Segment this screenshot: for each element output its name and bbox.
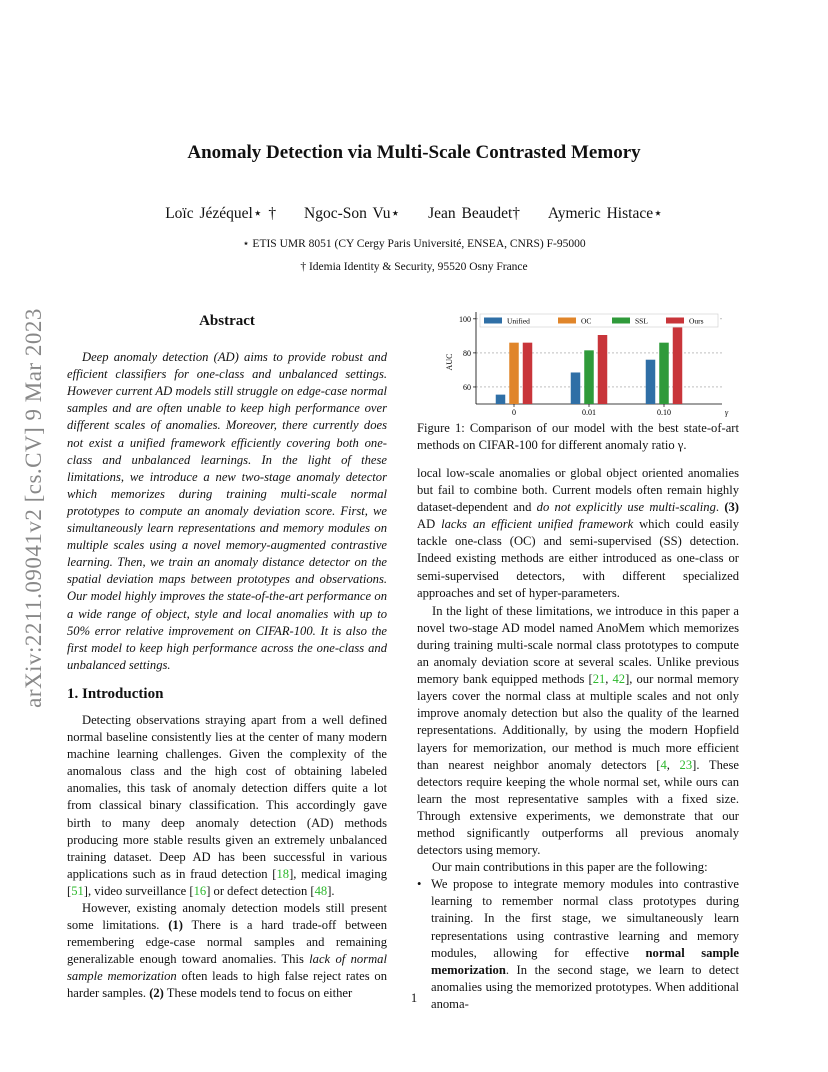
x-tick-label: 0 xyxy=(512,408,516,417)
legend-label: SSL xyxy=(635,316,648,326)
page-number: 1 xyxy=(410,991,418,1005)
legend-swatch xyxy=(666,318,684,324)
citation-link[interactable]: 16 xyxy=(193,883,207,898)
intro-paragraph: Detecting observations straying apart from a well defined normal baseline consistently lies at the center of many modern machine learning challenges. Given the complexity of the anomalous class and the high cost of obtaining labeled anomalies, this task of anomaly detection differs quite a lot from classical binary classification. This accordingly gave birth to many deep anomaly detection (AD) methods producing more stable results given an extremely unbalanced training dataset. Deep AD has been successful in various applications such as in fraud detection [18], medical imaging [51], video surveillance [16] or defect detection [48]. xyxy=(67,712,387,898)
body-paragraph: In the light of these limitations, we introduce in this paper a novel two-stage AD model named AnoMem which memorizes during training multi-scale normal class prototypes to compute an anomaly deviation score at several scales. Unlike previous memory bank equipped methods [21, 42], our normal memory layers cover the normal class at multiple scales and not only improve anomaly detection but also the quality of the learned representations. Additionally, by using the modern Hopfield layers for memorization, our method is much more efficient than nearest neighbor anomaly detectors [4, 23]. These detectors require keeping the whole normal set, while ours can learn the most representative samples with a fixed size. Through extensive experiments, we demonstrate that our method significantly outperforms all previous anomaly detectors using memory. xyxy=(417,603,740,858)
arxiv-stamp xyxy=(22,288,46,728)
author-list xyxy=(0,204,828,223)
legend-swatch xyxy=(484,318,502,324)
y-tick-label: 100 xyxy=(459,314,471,324)
section-heading-introduction: 1. Introduction xyxy=(67,685,164,702)
x-tick-label: 0.01 xyxy=(582,408,596,417)
bar-ssl xyxy=(659,343,669,404)
bar-ours xyxy=(598,335,608,404)
author: Loïc Jézéquel⋆ † xyxy=(165,205,277,222)
abstract-text: Deep anomaly detection (AD) aims to provide robust and efficient classifiers for one-class and unbalanced settings. However current AD models still struggle on edge-case normal samples and are often unable to keep high performance over different scales of anomalies. Moreover, there currently does not exist a unified framework efficiently covering both one-class and unbalanced learnings. In the light of these limitations, we introduce a new two-stage anomaly detector which memorizes during training multi-scale normal prototypes to compute an anomaly deviation score. First, we simultaneously learn representations and memory modules on multiple scales using a novel memory-augmented contrastive learning. Then, we train an anomaly distance detector on the spatial deviation maps between prototypes and observations. Our model highly improves the state-of-the-art performance on a wide range of object, style and local anomalies with up to 50% error relative improvement on CIFAR-100. It is also the first model to keep high performance across the one-class and unbalanced settings. xyxy=(67,350,387,672)
citation-link[interactable]: 18 xyxy=(276,866,290,881)
x-axis-label: γ xyxy=(725,408,729,417)
citation-link[interactable]: 42 xyxy=(612,672,626,687)
legend-swatch xyxy=(558,318,576,324)
bar-unified xyxy=(496,395,506,404)
figure-caption: Figure 1: Comparison of our model with the best state-of-art methods on CIFAR-100 for different anomaly ratio γ. xyxy=(417,421,739,452)
abstract-heading: Abstract xyxy=(199,313,255,329)
bar-ssl xyxy=(584,350,594,404)
author: Jean Beaudet† xyxy=(428,205,521,222)
x-tick-label: 0.10 xyxy=(657,408,671,417)
bar-ours xyxy=(673,327,683,404)
bar-ours xyxy=(523,343,533,404)
affiliation: ⋆ ETIS UMR 8051 (CY Cergy Paris Université, ENSEA, CNRS) F-95000 xyxy=(242,238,586,250)
body-paragraph: Our main contributions in this paper are the following: xyxy=(432,860,708,875)
y-tick-label: 60 xyxy=(463,382,471,392)
figure-1-chart xyxy=(440,308,740,420)
left-column xyxy=(67,313,387,1003)
intro-paragraph: However, existing anomaly detection models still present some limitations. (1) There is a hard trade-off between remembering edge-case normal samples and remaining generalizable enough toward anomalies. This lack of normal sample memorization often leads to high false reject rates on harder samples. (2) These models tend to focus on either xyxy=(67,901,388,1001)
author: Ngoc-Son Vu⋆ xyxy=(304,205,401,222)
affiliation: † Idemia Identity & Security, 95520 Osny France xyxy=(300,261,528,273)
bar-unified xyxy=(571,372,581,404)
legend-swatch xyxy=(612,318,630,324)
legend-label: Unified xyxy=(507,316,530,326)
citation-link[interactable]: 23 xyxy=(679,757,693,772)
bar-oc xyxy=(509,343,519,404)
legend-label: Ours xyxy=(689,316,704,326)
legend-label: OC xyxy=(581,316,592,326)
citation-link[interactable]: 48 xyxy=(314,883,328,898)
citation-link[interactable]: 4 xyxy=(660,757,667,772)
author: Aymeric Histace⋆ xyxy=(547,205,663,222)
bar-unified xyxy=(646,360,656,404)
contribution-bullet: • We propose to integrate memory modules into contrastive learning to remember normal class prototypes during training. In the first stage, we simultaneously learn representations using contrastive learning and memory modules, allowing for effective normal sample memorization. In the second stage, we learn to detect anomalies using the memorized prototypes. When additional anoma- xyxy=(417,876,739,1013)
arxiv-id: arXiv:2211.09041v2 [cs.CV] 9 Mar 2023 xyxy=(21,308,46,708)
citation-link[interactable]: 21 xyxy=(592,672,606,687)
body-paragraph: local low-scale anomalies or global object oriented anomalies but fail to combine both. Current models often remain highly dataset-dependent and do not explicitly use multi-scaling. (3) AD lacks an efficient unified framework which could easily tackle one-class (OC) and semi-supervised (SS) detection. Indeed existing methods are either introduced as one-class or semi-supervised detectors, with different specialized approaches and set of hyper-parameters. xyxy=(417,466,739,600)
y-tick-label: 80 xyxy=(463,348,471,358)
citation-link[interactable]: 51 xyxy=(71,883,84,898)
y-axis-label: AUC xyxy=(445,353,454,371)
right-column xyxy=(417,420,739,1013)
paper-title: Anomaly Detection via Multi-Scale Contrasted Memory xyxy=(187,142,641,163)
